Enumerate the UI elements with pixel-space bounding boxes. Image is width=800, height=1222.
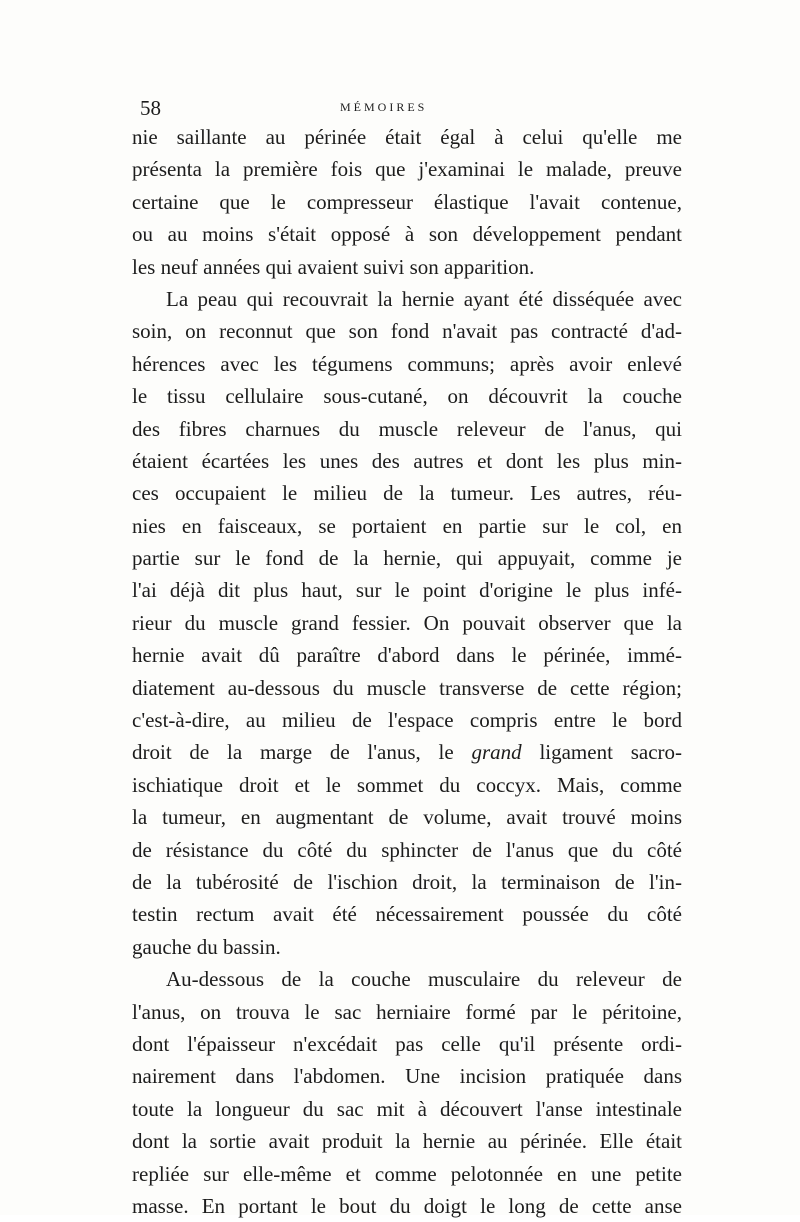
text-line: l'anus, on trouva le sac herniaire formé par le péritoine, xyxy=(132,999,682,1024)
text-line: gauche du bassin. xyxy=(132,934,281,959)
text-line: l'ai déjà dit plus haut, sur le point d'origine le plus infé- xyxy=(132,578,682,603)
text-line: étaient écartées les unes des autres et dont les plus min- xyxy=(132,448,682,473)
text-line: repliée sur elle-même et comme pelotonnée en une petite xyxy=(132,1161,682,1186)
text-line: nies en faisceaux, se portaient en partie sur le col, en xyxy=(132,513,682,538)
text-line: dont la sortie avait produit la hernie au périnée. Elle était xyxy=(132,1129,682,1154)
text-line: partie sur le fond de la hernie, qui appuyait, comme je xyxy=(132,546,682,571)
text-line: toute la longueur du sac mit à découvert l'anse intestinale xyxy=(132,1096,682,1121)
text-line: rieur du muscle grand fessier. On pouvait observer que la xyxy=(132,610,682,635)
text-line: hérences avec les tégumens communs; après avoir enlevé xyxy=(132,351,682,376)
italic-word: grand xyxy=(471,740,522,765)
body-text xyxy=(132,121,682,1222)
page-number: 58 xyxy=(140,96,161,120)
text-line: les neuf années qui avaient suivi son apparition. xyxy=(132,254,535,279)
text-line: Au-dessous de la couche musculaire du releveur de xyxy=(166,967,682,992)
paragraph-2 xyxy=(132,283,682,963)
text-line: des fibres charnues du muscle releveur de l'anus, qui xyxy=(132,416,682,441)
paragraph-3 xyxy=(132,963,682,1222)
text-line: de la tubérosité de l'ischion droit, la terminaison de l'in- xyxy=(132,869,682,894)
text-line: soin, on reconnut que son fond n'avait pas contracté d'ad- xyxy=(132,319,682,344)
text-line: certaine que le compresseur élastique l'avait contenue, xyxy=(132,189,682,214)
text-line: c'est-à-dire, au milieu de l'espace compris entre le bord xyxy=(132,708,682,733)
text-line: La peau qui recouvrait la hernie ayant été disséquée avec xyxy=(166,286,682,311)
text-line: testin rectum avait été nécessairement poussée du côté xyxy=(132,902,682,927)
text-line: ischiatique droit et le sommet du coccyx. Mais, comme xyxy=(132,772,682,797)
running-head: MÉMOIRES xyxy=(340,100,428,114)
text-line: hernie avait dû paraître d'abord dans le périnée, immé- xyxy=(132,643,682,668)
text-segment: droit de la marge de l'anus, le xyxy=(132,740,472,765)
text-line: nie saillante au périnée était égal à celui qu'elle me xyxy=(132,125,682,149)
text-line-with-italic xyxy=(132,736,682,768)
text-line: de résistance du côté du sphincter de l'anus que du côté xyxy=(132,837,682,862)
text-line: nairement dans l'abdomen. Une incision pratiquée dans xyxy=(132,1064,682,1089)
text-line: le tissu cellulaire sous-cutané, on découvrit la couche xyxy=(132,384,682,409)
text-line: ou au moins s'était opposé à son développement pendant xyxy=(132,222,682,247)
text-line: masse. En portant le bout du doigt le long de cette anse xyxy=(132,1193,682,1218)
text-line: présenta la première fois que j'examinai le malade, preuve xyxy=(132,157,682,182)
text-line: la tumeur, en augmentant de volume, avait trouvé moins xyxy=(132,805,682,830)
paragraph-1 xyxy=(132,121,682,283)
text-line: diatement au-dessous du muscle transverse de cette région; xyxy=(132,675,682,700)
text-line: ces occupaient le milieu de la tumeur. Les autres, réu- xyxy=(132,481,682,506)
text-line: dont l'épaisseur n'excédait pas celle qu'il présente ordi- xyxy=(132,1031,682,1056)
text-segment: ligament sacro- xyxy=(521,740,682,765)
